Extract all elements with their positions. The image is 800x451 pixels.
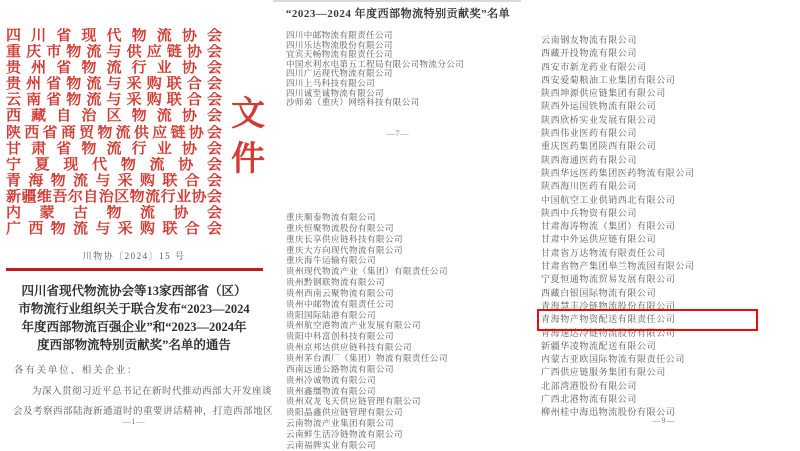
company-item: 宜宾天畅物流有限责任公司 [286,49,393,60]
doc-number: 川物协〔2024〕15 号 [82,251,186,261]
page-1-notice [0,0,274,449]
company-item: 贵州茅台酒厂（集团）物流有限责任公司 [286,352,449,363]
notice-body-line: 会及考察西部陆海新通道时的重要讲话精神，打造西部地区 [13,406,274,417]
company-item: 贵州西南云聚物流有限公司 [286,287,395,298]
letterhead-line: 四川省现代物流协会 [6,28,222,44]
company-item: 西藏白银国际物流有限公司 [541,287,657,298]
company-item: 重庆长享供应链科技有限公司 [286,233,404,244]
page-number-1: —1— [122,417,146,426]
company-list-page9 [541,34,754,420]
company-item: 重庆顺泰物流有限公司 [286,212,377,222]
notice-title-line: 年度西部物流百强企业”和“2023—2024年 [21,320,247,334]
company-item: 甘肃省物产集团皋兰物流园有限公司 [541,261,695,272]
company-item: 陕西坤源供应链集团有限公司 [541,88,666,99]
letterhead-line: 青海物流与采购联合会 [6,172,222,189]
notice-body-line: 为深入贯彻习近平总书记在新时代推动西部大开发座谈 [32,387,273,397]
company-item: 贵州双龙飞天供应链管理有限公司 [286,396,422,407]
company-item: 云南物流产业集团有限公司 [286,418,395,429]
company-item: 陕西华远医药集团医药物流有限公司 [541,167,695,178]
company-item: 陕西海通医药有限公司 [541,154,638,165]
company-item: 陕西伟业医药有限公司 [541,128,638,139]
company-item: 新疆华凌物流配送有限公司 [541,340,657,351]
company-item: 甘肃中外运供应链有限公司 [541,234,657,245]
letterhead-wenjian-stamp: 文件 [231,96,265,178]
notice-title-line: 市物流行业组织关于联合发布“2023—2024 [18,302,250,316]
page-9-award-list [528,0,800,449]
company-item: 重庆医药集团陕西有限公司 [541,141,657,152]
notice-title [3,282,265,354]
company-item: 西南远通公路物流有限公司 [286,363,395,374]
company-item: 北部湾港股份有限公司 [541,380,638,391]
company-item: 陕西中兵物资有限公司 [541,207,638,218]
award-list-title: “2023—2024 年度西部物流特别贡献奖”名单 [285,8,511,20]
company-item: 重庆恒聚物流股份有限公司 [286,222,395,233]
company-item: 西安市新龙药业有限公司 [541,61,647,72]
page-number-7: —7— [386,129,410,138]
letterhead-line: 重庆市物流与供应链协会 [6,44,222,61]
letterhead-line: 宁夏现代物流协会 [6,156,222,173]
letterhead-line: 甘肃省物流行业协会 [6,140,222,157]
company-item: 沙师弟（重庆）网络科技有限公司 [286,97,420,108]
company-item: 广西供应链服务集团有限公司 [541,367,666,378]
company-item: 贵州鑫缰物流有限公司 [286,385,377,396]
company-item: 西安爱菊粮油工业集团有限公司 [541,74,676,85]
company-item: 贵州现代物流产业（集团）有限责任公司 [286,266,449,277]
letterhead-line: 云南省物流与采购联合会 [6,92,222,109]
company-item: 中国水利水电第五工程局有限公司物流分公司 [286,58,465,69]
company-item: 内蒙古亚欧国际物流有限责任公司 [541,354,686,365]
company-item: 四川上马科技有限公司 [286,77,376,88]
company-item: 贵州中邮物流有限责任公司 [286,298,395,309]
letterhead-line: 西藏自治区物流协会 [6,108,222,125]
letterhead-line: 广西物流与采购联合会 [6,221,222,238]
company-item: 四川中邮物流有限责任公司 [286,30,393,40]
letterhead-line: 陕西省商贸物流供应链协会 [6,124,222,141]
company-item: 四川广运现代物流有限公司 [286,68,393,79]
company-item: 重庆大方向现代物流有限公司 [286,244,404,255]
company-item: 四川乐达物流股份有限公司 [286,39,393,50]
company-item: 宁夏恒通物流贸易发展有限公司 [541,274,676,285]
company-item: 陕西外运国铁物流有限公司 [541,101,657,112]
company-list-page7 [286,31,524,108]
notice-title-line: 四川省现代物流协会等13家西部省（区） [21,284,247,298]
company-item: 陕西欣桥实业发展有限公司 [541,114,657,125]
notice-title-line: 度西部物流特别贡献奖”名单的通告 [37,338,231,352]
page-number-9: —9— [652,416,676,425]
company-item: 贵阳晶鑫供应链管理有限公司 [286,407,404,418]
company-item: 贵阳国际陆港有限公司 [286,309,377,320]
company-item: 云南福牌实业有限公司 [286,439,377,450]
company-list-page8 [286,212,524,451]
letterhead-associations [6,28,222,237]
letterhead-line: 贵州省物流行业协会 [6,60,222,77]
company-item: 中国航空工业供销西北有限公司 [541,194,676,205]
company-item: 柳州桂中海迅物流股份有限公司 [541,407,676,418]
page-8-award-list [270,208,526,449]
company-item: 青海速达冷链物流股份有限公司 [541,327,676,338]
company-item: 云南钢友物流有限公司 [541,35,638,45]
company-item: 四川诚至诚物流有限公司 [286,87,384,98]
company-item: 重庆海牛运输有限公司 [286,255,377,266]
company-item: 贵州冷诚物流有限公司 [286,374,377,385]
company-item: 广西北港物流有限公司 [541,394,638,405]
highlighted-company: 青海物产物资配送有限责任公司 [541,313,754,326]
page-7-award-list [270,0,526,150]
company-item: 贵州航空港物流产业发展有限公司 [286,320,422,331]
company-item: 贵州黔钢联物流有限公司 [286,277,386,288]
letterhead-line: 新疆维吾尔自治区物流行业协会 [6,188,222,205]
company-item: 贵州京邦达供应链科技有限公司 [286,342,413,353]
company-item: 云南鲜生活冷链物流有限公司 [286,428,404,439]
red-divider [6,268,263,271]
company-item: 甘肃海涛物流（集团）有限公司 [541,221,676,232]
company-item: 青海慧丰冷链物流股份有限公司 [541,300,676,311]
salutation: 各有关单位、相关企业： [14,366,139,376]
letterhead-line: 内蒙古物流协会 [6,205,222,222]
company-item: 贵阳中科富创科技有限公司 [286,331,395,342]
letterhead-line: 贵州省物流与采购联合会 [6,76,222,93]
company-item: 西藏开投物流有限公司 [541,48,638,59]
company-item: 陕西海川医药有限公司 [541,181,638,192]
company-item: 甘肃省万达物流有限责任公司 [541,247,666,258]
